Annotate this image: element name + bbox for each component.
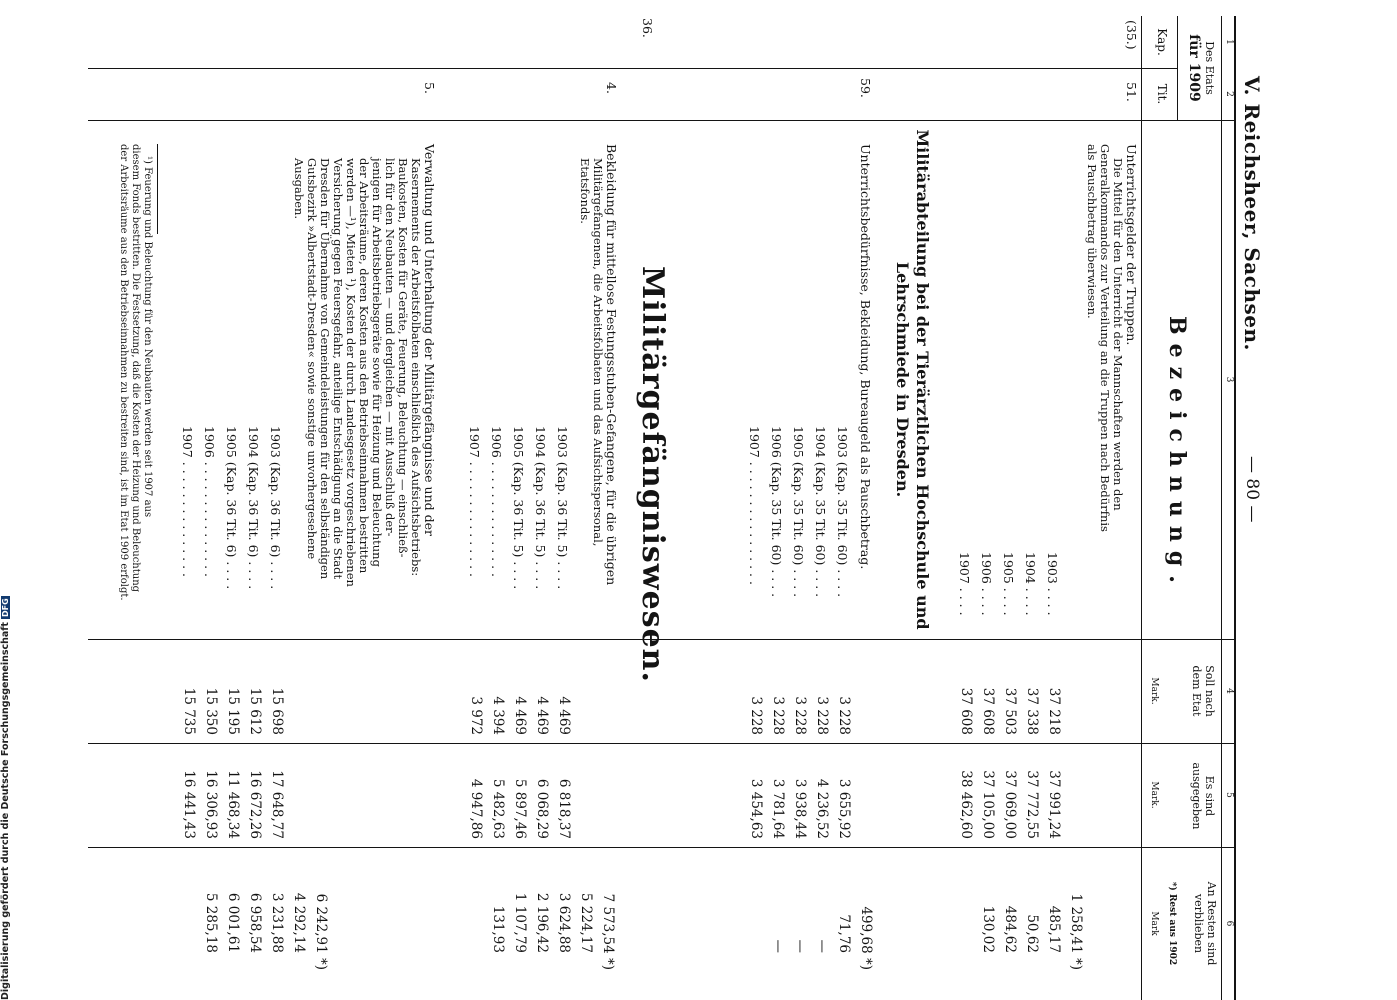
- section-militaergefaengniswesen: Militärgefängniswesen.: [635, 266, 670, 683]
- entry3-tit: 4.: [604, 82, 619, 94]
- table-top-rule: [1234, 16, 1236, 1000]
- entry4-row3-soll: 15 195: [225, 687, 241, 735]
- header-bottom-rule: [1141, 16, 1142, 1000]
- entry4-row1-ausgegeben: 17 648,77: [269, 770, 285, 839]
- entry3-rest-6: 131,93: [490, 905, 506, 953]
- entry4-line2: Kasernements der Arbeitsfolbaten einschließlich des Aufsichtsbetriebs:: [409, 158, 423, 577]
- entry4-row2-year: 1904 (Kap. 36 Tit. 6) . . . .: [246, 426, 261, 590]
- entry4-row2-ausgegeben: 16 672,26: [247, 770, 263, 839]
- entry1-rest-1: 1 258,41 *): [1068, 893, 1084, 970]
- entry2-row3-soll: 3 228: [792, 696, 808, 735]
- entry4-row1-soll: 15 698: [269, 687, 285, 735]
- kap-tit-divider: [88, 68, 1178, 69]
- kap-36: 36.: [640, 18, 655, 38]
- entry3-row1-ausgegeben: 6 818,37: [556, 778, 572, 839]
- entry4-line8: Versicherung gegen Feuersgefahr, anteilige Entschädigung an die Stadt: [331, 158, 345, 580]
- entry3-row1-soll: 4 469: [556, 696, 572, 735]
- entry4-rest-1: 6 242,91 *): [313, 893, 329, 970]
- entry2-row2-year: 1904 (Kap. 35 Tit. 60) . . . .: [813, 426, 828, 598]
- entry4-line5: jenigen für Arbeitsbetriebsgeräte sowie für Heizung und Beleuchtung: [370, 158, 384, 567]
- entry2-rest-1: 499,68 *): [858, 906, 874, 970]
- entry3-line2: Militärgefangenen, die Arbeitsfolbaten und das Aufsichtspersonal,: [591, 158, 605, 547]
- running-head-title: V. Reichsheer, Sachsen.: [1240, 76, 1264, 351]
- entry3-row3-year: 1905 (Kap. 36 Tit. 5) . . . .: [511, 426, 526, 590]
- entry1-rest-2: 485,17: [1046, 905, 1062, 953]
- entry4-rest-4: 6 958,54: [247, 892, 263, 953]
- column-number-4: 4: [1224, 688, 1234, 694]
- column-number-1: 1: [1224, 39, 1234, 45]
- entry3-line3: Etatsfonds.: [578, 158, 592, 224]
- entry4-row1-year: 1903 (Kap. 36 Tit. 6) . . . .: [268, 426, 283, 590]
- entry3-row4-ausgegeben: 5 482,63: [490, 778, 506, 839]
- entry4-row3-ausgegeben: 11 468,34: [225, 770, 241, 839]
- entry3-row5-year: 1907 . . . . . . . . . . . . . . .: [467, 426, 482, 578]
- reste-note: *) Rest aus 1902: [1167, 881, 1177, 966]
- entry4-row5-ausgegeben: 16 441,43: [181, 770, 197, 839]
- kap-header: Kap.: [1155, 28, 1169, 56]
- entry1-row3-year: 1905 . . . .: [1001, 552, 1016, 616]
- entry1-row3-soll: 37 503: [1002, 687, 1018, 735]
- dfg-logo: DFG: [1, 598, 10, 618]
- entry2-rest-2: 71,76: [836, 914, 852, 953]
- entry4-line11: Ausgaben.: [292, 158, 306, 220]
- reste-unit: Mark: [1149, 911, 1159, 936]
- entry3-row5-soll: 3 972: [468, 696, 484, 735]
- entry3-row2-soll: 4 469: [534, 696, 550, 735]
- entry4-line4: lich für den Neubauten — und dergleichen — mit Ausschluß der-: [383, 158, 397, 537]
- entry1-row2-ausgegeben: 37 772,55: [1024, 770, 1040, 839]
- entry2-row5-soll: 3 228: [748, 696, 764, 735]
- column-number-2: 2: [1224, 91, 1234, 97]
- entry2-row2-ausgegeben: 4 236,52: [814, 778, 830, 839]
- entry4-row4-soll: 15 350: [203, 687, 219, 735]
- footnote-rule: [157, 144, 158, 234]
- digitization-note: [0, 0, 14, 1000]
- entry1-line1: Die Mittel für den Unterricht der Mannschaften werden den: [1111, 158, 1125, 511]
- entry1-tit: 51.: [1124, 82, 1139, 102]
- entry2-title: Unterrichtsbedürfnisse, Bekleidung, Bureaugeld als Pauschbetrag.: [858, 144, 873, 570]
- digitization-note-text: Digitalisierung gefördert durch die Deutsche Forschungsgemeinschaft: [0, 622, 11, 1000]
- entry2-rest-3: —: [814, 939, 830, 953]
- entry2-row4-year: 1906 (Kap. 35 Tit. 60) . . . .: [769, 426, 784, 598]
- entry1-row2-soll: 37 338: [1024, 687, 1040, 735]
- footnote-line2: diesem Fonds bestritten. Die Festsetzung, daß die Kosten der Heizung und Beleuchtung: [130, 144, 141, 593]
- entry1-row5-soll: 37 608: [958, 687, 974, 735]
- tit-col-divider: [88, 120, 1236, 121]
- soll-header: Soll nach dem Etat: [1190, 665, 1216, 717]
- entry4-row5-year: 1907 . . . . . . . . . . . . . . .: [180, 426, 195, 578]
- entry3-row4-soll: 4 394: [490, 696, 506, 735]
- entry4-line3: Baukosten, Kosten für Geräte, Feuerung, Beleuchtung — einschließ-: [396, 158, 410, 558]
- rotated-page-content: [88, 16, 1268, 1000]
- entry1-row4-ausgegeben: 37 105,00: [980, 770, 996, 839]
- entry2-rest-5: —: [770, 939, 786, 953]
- entry3-row1-year: 1903 (Kap. 36 Tit. 5) . . . .: [555, 426, 570, 590]
- entry4-line6: der Arbeitsräume, deren Kosten aus den Betriebseinnahmen bestritten: [357, 158, 371, 574]
- entry3-row2-ausgegeben: 6 068,29: [534, 778, 550, 839]
- entry2-row1-ausgegeben: 3 655,92: [836, 778, 852, 839]
- entry3-row3-soll: 4 469: [512, 696, 528, 735]
- bezeichnung-header: Bezeichnung.: [1164, 316, 1190, 592]
- entry4-row4-year: 1906 . . . . . . . . . . . . . . .: [202, 426, 217, 578]
- entry1-row3-ausgegeben: 37 069,00: [1002, 770, 1018, 839]
- entry1-title: Unterrichtsgelder der Truppen.: [1124, 144, 1139, 346]
- soll-unit: Mark.: [1149, 677, 1159, 705]
- entry4-row2-soll: 15 612: [247, 687, 263, 735]
- column-number-rule: [1221, 16, 1222, 1000]
- entry4-row5-soll: 15 735: [181, 687, 197, 735]
- column-number-5: 5: [1224, 792, 1234, 798]
- page-number: — 80 —: [1242, 456, 1262, 523]
- entry1-row1-soll: 37 218: [1046, 687, 1062, 735]
- entry4-rest-2: 4 292,14: [291, 892, 307, 953]
- ausgegeben-unit: Mark.: [1149, 781, 1159, 809]
- entry4-line7: werden —¹), Mieten ¹), Kosten der durch Landesgesetz vorgeschriebenen: [344, 158, 358, 587]
- entry3-rest-5: 1 107,79: [512, 892, 528, 953]
- entry2-row1-year: 1903 (Kap. 35 Tit. 60) . . . .: [835, 426, 850, 598]
- footnote-line3: der Arbeitsräume aus den Betriebseinnahmen zu bestreiten sind, ist im Etat 1909 erfolgt.: [118, 144, 129, 601]
- entry2-row3-ausgegeben: 3 938,44: [792, 778, 808, 839]
- entry2-row1-soll: 3 228: [836, 696, 852, 735]
- entry2-row5-ausgegeben: 3 454,63: [748, 778, 764, 839]
- entry3-rest-1: 7 573,54 *): [600, 893, 616, 970]
- column-number-6: 6: [1224, 920, 1234, 927]
- entry4-line9: Dresden für Übernahme von Gemeindeleistungen für den selbständigen: [318, 158, 332, 580]
- entry1-row4-soll: 37 608: [980, 687, 996, 735]
- entry1-rest-4: 484,62: [1002, 905, 1018, 953]
- entry1-rest-5: 130,02: [980, 905, 996, 953]
- entry1-row5-year: 1907 . . . .: [957, 552, 972, 616]
- entry2-tit: 59.: [858, 78, 873, 98]
- etat-header-line2: für 1909: [1186, 34, 1202, 102]
- entry2-row4-soll: 3 228: [770, 696, 786, 735]
- reste-header: An Resten sind verblieben: [1192, 881, 1218, 966]
- entry4-rest-3: 3 231,88: [269, 892, 285, 953]
- entry3-rest-4: 2 196,42: [534, 892, 550, 953]
- entry1-kap: (35.): [1124, 20, 1139, 50]
- tit-header: Tit.: [1155, 83, 1169, 105]
- entry4-rest-6: 5 285,18: [203, 892, 219, 953]
- entry4-row4-ausgegeben: 16 306,93: [203, 770, 219, 839]
- entry4-line1: Verwaltung und Unterhaltung der Militärgefängnisse und der: [422, 144, 437, 536]
- entry2-rest-4: —: [792, 939, 808, 953]
- section-militaerabteilung-line1: Militärabteilung bei der Tierärztlichen Hochschule und: [913, 129, 932, 630]
- entry3-line1: Bekleidung für mittellose Festungsstuben-Gefangene, für die übrigen: [604, 144, 619, 586]
- entry3-rest-2: 5 224,17: [578, 892, 594, 953]
- entry2-row3-year: 1905 (Kap. 35 Tit. 60) . . . .: [791, 426, 806, 598]
- etat-header-line1: Des Etats: [1203, 41, 1216, 95]
- entry2-row5-year: 1907 . . . . . . . . . . . . . . . .: [747, 426, 762, 585]
- entry1-rest-3: 50,62: [1024, 914, 1040, 953]
- entry1-line3: als Pauschbetrag überwiesen.: [1085, 144, 1099, 319]
- entry4-line10: Gutsbezirk »Albertstadt-Dresden« sowie sonstige unvorhergesehene: [305, 158, 319, 560]
- entry3-row2-year: 1904 (Kap. 36 Tit. 5) . . . .: [533, 426, 548, 590]
- entry3-rest-3: 3 624,88: [556, 892, 572, 953]
- entry1-row5-ausgegeben: 38 462,60: [958, 770, 974, 839]
- ausgegeben-header: Es sind ausgegeben: [1190, 762, 1216, 830]
- entry1-row1-ausgegeben: 37 991,24: [1046, 770, 1062, 839]
- column-number-3: 3: [1224, 376, 1234, 383]
- entry4-tit: 5.: [422, 82, 437, 94]
- entry2-row2-soll: 3 228: [814, 696, 830, 735]
- entry4-rest-5: 6 001,61: [225, 892, 241, 953]
- entry1-row1-year: 1903 . . . .: [1045, 552, 1060, 616]
- footnote-line1: ¹) Feuerung und Beleuchtung für den Neubauten werden seit 1907 aus: [142, 156, 153, 518]
- entry2-row4-ausgegeben: 3 781,64: [770, 778, 786, 839]
- entry1-row4-year: 1906 . . . .: [979, 552, 994, 616]
- section-militaerabteilung-line2: Lehrschmiede in Dresden.: [893, 261, 912, 498]
- entry1-row2-year: 1904 . . . .: [1023, 552, 1038, 616]
- entry1-line2: Generalkommandos zur Verteilung an die Truppen nach Bedürfnis: [1098, 144, 1112, 532]
- entry3-row3-ausgegeben: 5 897,46: [512, 778, 528, 839]
- entry3-row4-year: 1906 . . . . . . . . . . . . . . .: [489, 426, 504, 578]
- entry3-row5-ausgegeben: 4 947,86: [468, 778, 484, 839]
- entry4-row3-year: 1905 (Kap. 36 Tit. 6) . . . .: [224, 426, 239, 590]
